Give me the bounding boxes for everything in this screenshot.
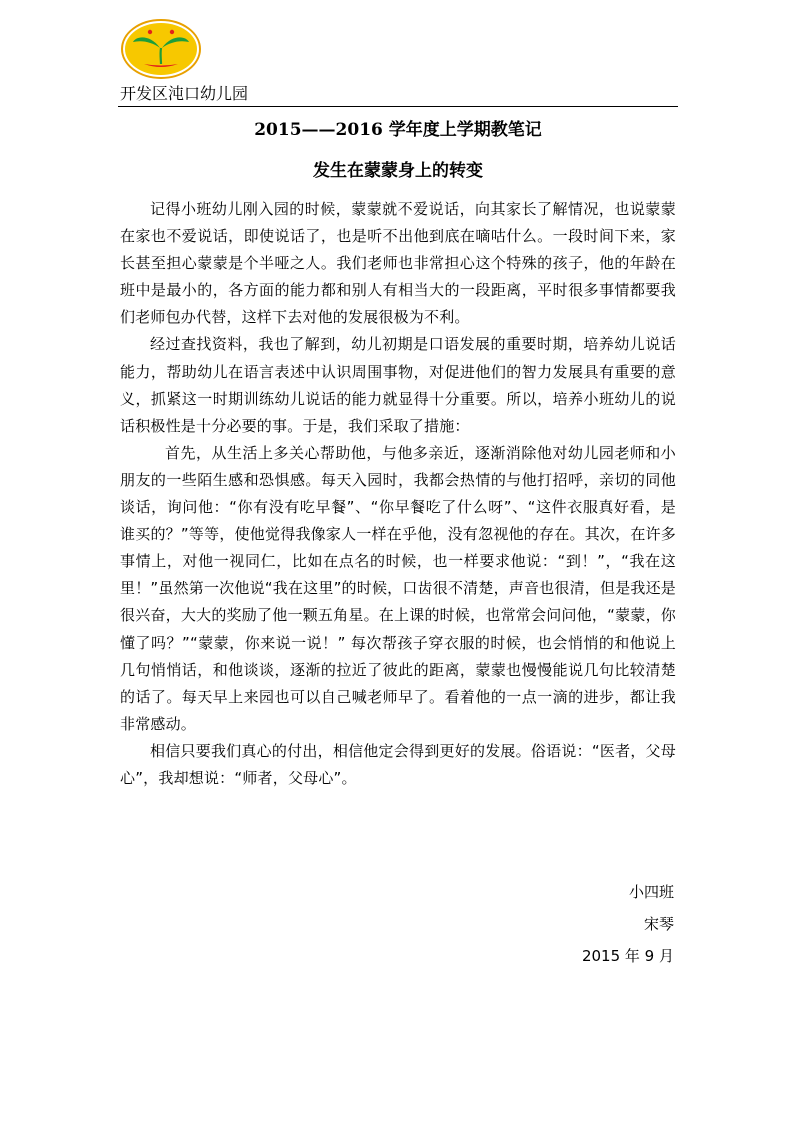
sprout-logo-icon [120, 18, 202, 80]
header-divider [118, 106, 678, 107]
paragraph-3: 首先，从生活上多关心帮助他，与他多亲近，逐渐消除他对幼儿园老师和小朋友的一些陌生感和恐惧感。每天入园时，我都会热情的与他打招呼，亲切的同他谈话，询问他：“你有没有吃早餐”、“你早餐吃了什么呀”、“这件衣服真好看，是谁买的？”等等，使他觉得我像家人一样在乎他，没有忽视他的存在。其次，在许多事情上，对他一视同仁，比如在点名的时候，也一样要求他说：“到！”，“我在这里！”虽然第一次他说“我在这里”的时候，口齿很不清楚，声音也很清，但是我还是很兴奋，大大的奖励了他一颗五角星。在上课的时候，也常常会问问他，“蒙蒙，你懂了吗？”“蒙蒙，你来说一说！” 每次帮孩子穿衣服的时候，也会悄悄的和他说上几句悄悄话，和他谈谈，逐渐的拉近了彼此的距离，蒙蒙也慢慢能说几句比较清楚的话了。每天早上来园也可以自己喊老师早了。看着他的一点一滴的进步，都让我非常感动。 [120, 443, 676, 733]
paragraph-4: 相信只要我们真心的付出，相信他定会得到更好的发展。俗语说：“医者，父母心”，我却想说：“师者，父母心”。 [120, 741, 676, 787]
signature-teacher: 宋琴 [643, 915, 674, 933]
signature-date: 2015 年 9 月 [581, 947, 674, 965]
paragraph-2: 经过查找资料，我也了解到，幼儿初期是口语发展的重要时期，培养幼儿说话能力，帮助幼儿在语言表述中认识周围事物，对促进他们的智力发展具有重要的意义，抓紧这一时期训练幼儿说话的能力就显得十分重要。所以，培养小班幼儿的说话积极性是十分必要的事。于是，我们采取了措施： [120, 335, 676, 435]
document-title: 2015——2016 学年度上学期教笔记 [254, 120, 542, 140]
paragraph-1: 记得小班幼儿刚入园的时候，蒙蒙就不爱说话，向其家长了解情况，也说蒙蒙在家也不爱说话，即使说话了，也是听不出他到底在嘀咕什么。一段时间下来，家长甚至担心蒙蒙是个半哑之人。我们老师也非常担心这个特殊的孩子，他的年龄在班中是最小的，各方面的能力都和别人有相当大的一段距离，平时很多事情都要我们老师包办代替，这样下去对他的发展很极为不利。 [120, 200, 676, 327]
signature-class: 小四班 [628, 883, 674, 901]
document-body [120, 196, 676, 792]
document-subtitle: 发生在蒙蒙身上的转变 [313, 161, 483, 181]
school-name: 开发区沌口幼儿园 [120, 84, 249, 103]
